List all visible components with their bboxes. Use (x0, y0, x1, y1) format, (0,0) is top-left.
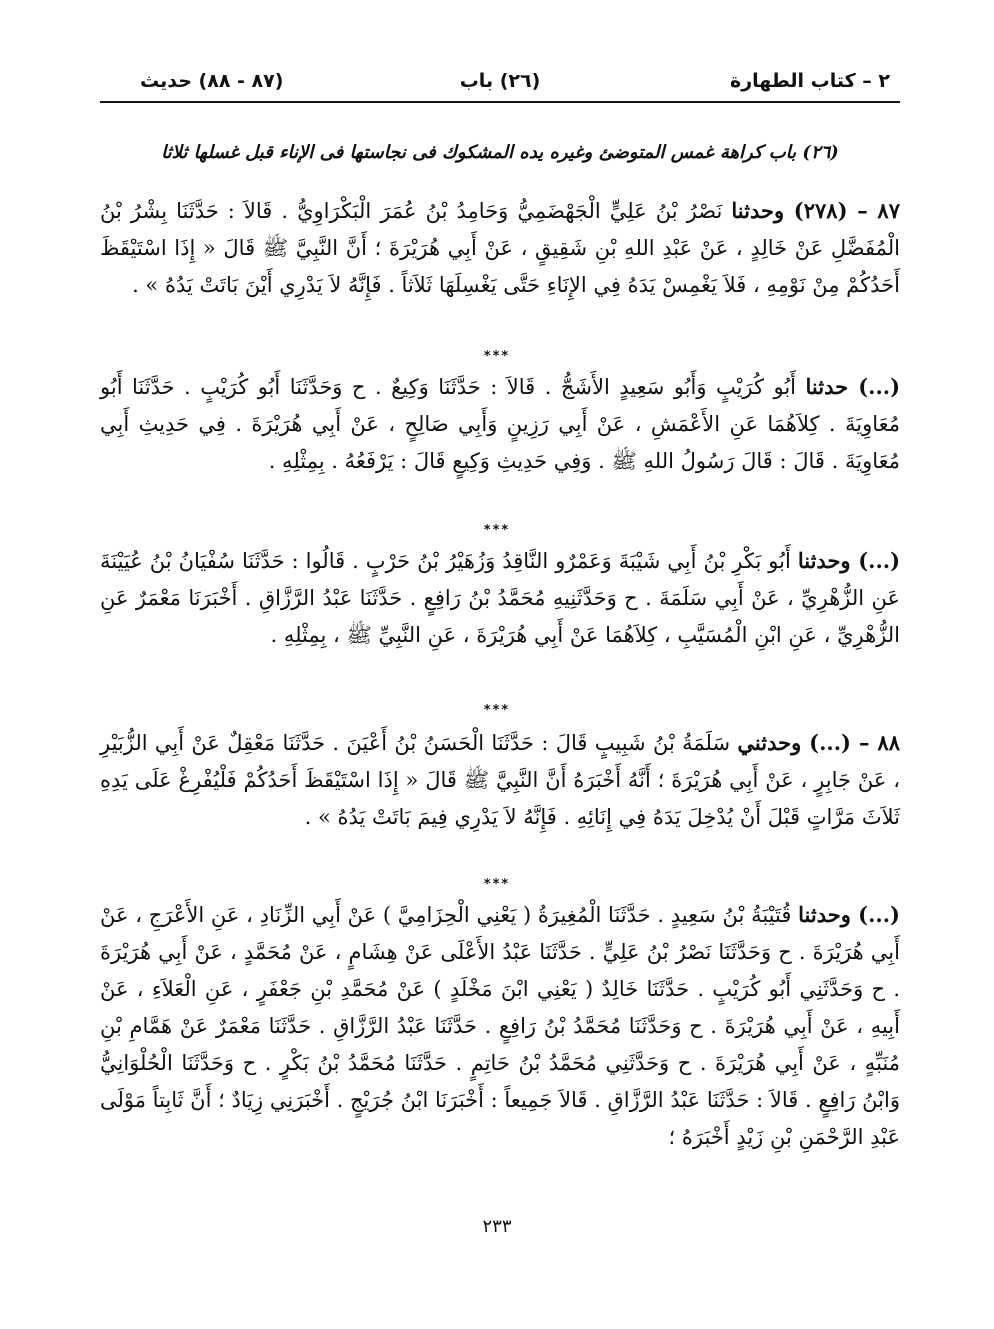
hadith-paragraph (100, 368, 900, 480)
hadith-paragraph (100, 896, 900, 1156)
separator-stars: *** (483, 523, 511, 538)
hadith-lead: (...) وحدثنا (798, 902, 900, 927)
hadith-paragraph (100, 192, 900, 304)
separator-stars: *** (483, 703, 511, 718)
chapter-heading: (٢٦) باب كراهة غمس المتوضئ وغيره يده المشكوك فى نجاستها فى الإناء قبل غسلها ثلاثا (161, 142, 839, 163)
page-number: ٢٣٣ (482, 1216, 512, 1237)
hadith-text: نَصْرُ بْنُ عَلِيٍّ الْجَهْضَمِيُّ وَحَامِدُ بْنُ عُمَرَ الْبَكْرَاوِيُّ . قَالاَ : حَدَّثَنَا بِشْرُ بْنُ الْمُفَضَّلِ عَنْ خَالِدٍ ، عَنْ عَبْدِ اللهِ بْنِ شَقِيقٍ ، عَنْ أَبِي هُرَيْرَةَ ؛ أَنَّ النَّبِيَّ ﷺ قَالَ « إِذَا اسْتَيْقَظَ أَحَدُكُمْ مِنْ نَوْمِهِ ، فَلاَ يَغْمِسْ يَدَهُ فِي الإِنَاءِ حَتَّى يَغْسِلَهَا ثَلاَثاً . فَإِنَّهُ لاَ يَدْرِي أَيْنَ بَاتَتْ يَدُهُ » . (100, 199, 900, 297)
header-rule (100, 101, 900, 103)
hadith-paragraph (100, 542, 900, 654)
hadith-text: سَلَمَةُ بْنُ شَبِيبٍ قَالَ : حَدَّثَنَا الْحَسَنُ بْنُ أَعْيَنَ . حَدَّثَنَا مَعْقِلٌ عَنْ أَبِي الزُّبَيْرِ ، عَنْ جَابِرٍ ، عَنْ أَبِي هُرَيْرَةَ ؛ أَنَّهُ أَخْبَرَهُ أَنَّ النَّبِيَّ ﷺ قَالَ « إِذَا اسْتَيْقَظَ أَحَدُكُمْ فَلْيُفْرِغْ عَلَى يَدِهِ ثَلاَثَ مَرَّاتٍ قَبْلَ أَنْ يُدْخِلَ يَدَهُ فِي إِنَائِهِ . فَإِنَّهُ لاَ يَدْرِي فِيمَ بَاتَتْ يَدُهُ » . (100, 731, 900, 829)
hadith-paragraph (100, 724, 900, 836)
hadith-lead: ٨٧ – (٢٧٨) وحدثنا (731, 198, 900, 223)
separator-stars: *** (483, 877, 511, 892)
hadith-text: قُتَيْبَةُ بْنُ سَعِيدٍ . حَدَّثَنَا الْمُغِيرَةُ ( يَعْنِي الْحِزَامِيَّ ) عَنْ أَبِي الزِّنَادِ ، عَنِ الأَعْرَجِ ، عَنْ أَبِي هُرَيْرَةَ . ح وَحَدَّثَنَا نَصْرُ بْنُ عَلِيٍّ . حَدَّثَنَا عَبْدُ الأَعْلَى عَنْ هِشَامٍ ، عَنْ مُحَمَّدٍ ، عَنْ أَبِي هُرَيْرَةَ . ح وَحَدَّثَنِي أَبُو كُرَيْبٍ . حَدَّثَنَا خَالِدٌ ( يَعْنِي ابْنَ مَخْلَدٍ ) عَنْ مُحَمَّدِ بْنِ جَعْفَرٍ ، عَنِ الْعَلاَءِ ، عَنْ أَبِيهِ ، عَنْ أَبِي هُرَيْرَةَ . ح وَحَدَّثَنَا مُحَمَّدُ بْنُ رَافِعٍ . حَدَّثَنَا عَبْدُ الرَّزَّاقِ . حَدَّثَنَا مَعْمَرٌ عَنْ هَمَّامِ بْنِ مُنَبِّهٍ ، عَنْ أَبِي هُرَيْرَةَ . ح وَحَدَّثَنِي مُحَمَّدُ بْنُ حَاتِمٍ . حَدَّثَنَا مُحَمَّدُ بْنُ بَكْرٍ . ح وَحَدَّثَنَا الْحُلْوَانِيُّ وَابْنُ رَافِعٍ . قَالاَ : حَدَّثَنَا عَبْدُ الرَّزَّاقِ . قَالاَ جَمِيعاً : أَخْبَرَنَا ابْنُ جُرَيْجٍ . أَخْبَرَنِي زِيَادٌ ؛ أَنَّ ثَابِتاً مَوْلَى عَبْدِ الرَّحْمَنِ بْنِ زَيْدٍ أَخْبَرَهُ ؛ (100, 903, 900, 1149)
hadith-lead: (...) حدثنا (805, 374, 901, 399)
separator-stars: *** (483, 349, 511, 364)
hadith-text: أَبُو بَكْرِ بْنُ أَبِي شَيْبَةَ وَعَمْرٌو النَّاقِدُ وَزُهَيْرُ بْنُ حَرْبٍ . قَالُوا : حَدَّثَنَا سُفْيَانُ بْنُ عُيَيْنَةَ عَنِ الزُّهْرِيِّ ، عَنْ أَبِي سَلَمَةَ . ح وَحَدَّثَنِيهِ مُحَمَّدُ بْنُ رَافِعٍ . حَدَّثَنَا عَبْدُ الرَّزَّاقِ . أَخْبَرَنَا مَعْمَرٌ عَنِ الزُّهْرِيِّ ، عَنِ ابْنِ الْمُسَيَّبِ ، كِلاَهُمَا عَنْ أَبِي هُرَيْرَةَ ، عَنِ النَّبِيِّ ﷺ ، بِمِثْلِهِ . (100, 549, 900, 647)
hadith-range: (٨٧ - ٨٨) حديث (140, 70, 284, 92)
book-title: ٢ – كتاب الطهارة (730, 70, 890, 92)
running-header (100, 62, 900, 100)
chapter-number: (٢٦) باب (459, 70, 541, 92)
hadith-lead: (...) وحدثنا (797, 548, 901, 573)
hadith-lead: ٨٨ – (...) وحدثني (737, 730, 900, 755)
hadith-text: أَبُو كُرَيْبٍ وَأَبُو سَعِيدٍ الأَشَجُّ . قَالاَ : حَدَّثَنَا وَكِيعٌ . ح وَحَدَّثَنَا أَبُو كُرَيْبٍ . حَدَّثَنَا أَبُو مُعَاوِيَةَ . كِلاَهُمَا عَنِ الأَعْمَشِ ، عَنْ أَبِي رَزِينٍ وَأَبِي صَالِحٍ ، عَنْ أَبِي هُرَيْرَةَ . فِي حَدِيثِ أَبِي مُعَاوِيَةَ . قَالَ : قَالَ رَسُولُ اللهِ ﷺ . وَفِي حَدِيثِ وَكِيعٍ قَالَ : يَرْفَعُهُ . بِمِثْلِهِ . (100, 375, 900, 473)
